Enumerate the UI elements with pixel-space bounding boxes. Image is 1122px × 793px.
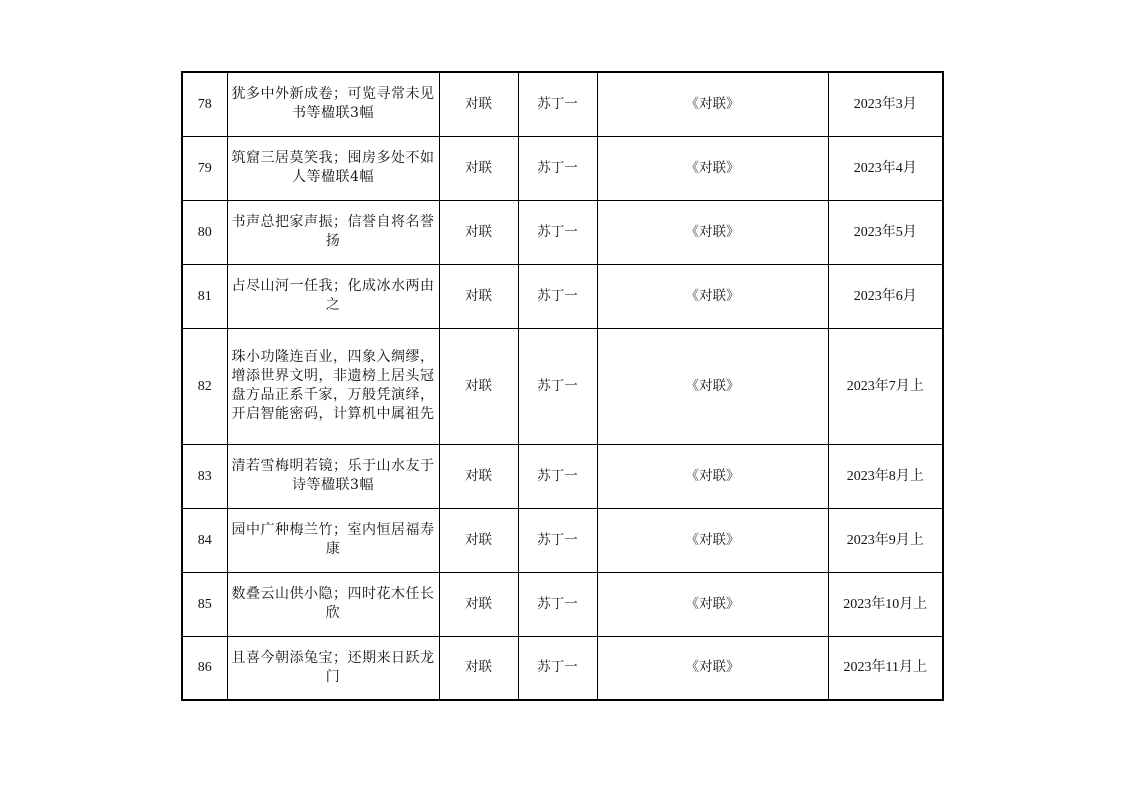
work-author: 苏丁一 <box>518 72 597 136</box>
row-number: 81 <box>182 264 227 328</box>
work-title: 筑窟三居莫笑我；囤房多处不如人等楹联4幅 <box>227 136 439 200</box>
work-date: 2023年6月 <box>828 264 943 328</box>
row-number: 82 <box>182 328 227 444</box>
work-publication: 《对联》 <box>597 328 828 444</box>
work-category: 对联 <box>439 72 518 136</box>
work-publication: 《对联》 <box>597 636 828 700</box>
work-date: 2023年4月 <box>828 136 943 200</box>
work-category: 对联 <box>439 136 518 200</box>
work-title: 珠小功隆连百业，四象入绸缪，增添世界文明，非遗榜上居头冠盘方品正系千家，万般凭演绎，开启智能密码，计算机中属祖先 <box>227 328 439 444</box>
work-category: 对联 <box>439 264 518 328</box>
work-author: 苏丁一 <box>518 136 597 200</box>
work-author: 苏丁一 <box>518 572 597 636</box>
table-row <box>182 508 943 572</box>
row-number: 79 <box>182 136 227 200</box>
table-row <box>182 72 943 136</box>
work-date: 2023年11月上 <box>828 636 943 700</box>
table-row <box>182 136 943 200</box>
work-title: 书声总把家声振；信誉自将名誉扬 <box>227 200 439 264</box>
work-author: 苏丁一 <box>518 444 597 508</box>
work-category: 对联 <box>439 572 518 636</box>
table-row <box>182 572 943 636</box>
work-author: 苏丁一 <box>518 508 597 572</box>
table-row <box>182 328 943 444</box>
work-category: 对联 <box>439 444 518 508</box>
work-title: 占尽山河一任我；化成冰水两由之 <box>227 264 439 328</box>
work-title: 园中广种梅兰竹；室内恒居福寿康 <box>227 508 439 572</box>
work-category: 对联 <box>439 328 518 444</box>
row-number: 84 <box>182 508 227 572</box>
work-date: 2023年3月 <box>828 72 943 136</box>
table-row <box>182 444 943 508</box>
work-author: 苏丁一 <box>518 200 597 264</box>
row-number: 86 <box>182 636 227 700</box>
work-publication: 《对联》 <box>597 444 828 508</box>
row-number: 78 <box>182 72 227 136</box>
work-date: 2023年9月上 <box>828 508 943 572</box>
work-category: 对联 <box>439 636 518 700</box>
work-publication: 《对联》 <box>597 72 828 136</box>
work-title: 清若雪梅明若镜；乐于山水友于诗等楹联3幅 <box>227 444 439 508</box>
work-category: 对联 <box>439 200 518 264</box>
table-row <box>182 264 943 328</box>
work-author: 苏丁一 <box>518 264 597 328</box>
row-number: 85 <box>182 572 227 636</box>
table-row <box>182 636 943 700</box>
work-title: 犹多中外新成卷；可览寻常未见书等楹联3幅 <box>227 72 439 136</box>
work-publication: 《对联》 <box>597 508 828 572</box>
works-table <box>181 71 944 701</box>
work-category: 对联 <box>439 508 518 572</box>
work-author: 苏丁一 <box>518 636 597 700</box>
table-row <box>182 200 943 264</box>
table-body <box>182 72 943 700</box>
row-number: 83 <box>182 444 227 508</box>
work-publication: 《对联》 <box>597 136 828 200</box>
work-date: 2023年10月上 <box>828 572 943 636</box>
work-title: 数叠云山供小隐；四时花木任长欣 <box>227 572 439 636</box>
work-date: 2023年5月 <box>828 200 943 264</box>
work-publication: 《对联》 <box>597 264 828 328</box>
work-publication: 《对联》 <box>597 572 828 636</box>
row-number: 80 <box>182 200 227 264</box>
work-author: 苏丁一 <box>518 328 597 444</box>
work-publication: 《对联》 <box>597 200 828 264</box>
work-date: 2023年8月上 <box>828 444 943 508</box>
work-title: 且喜今朝添兔宝；还期来日跃龙门 <box>227 636 439 700</box>
work-date: 2023年7月上 <box>828 328 943 444</box>
